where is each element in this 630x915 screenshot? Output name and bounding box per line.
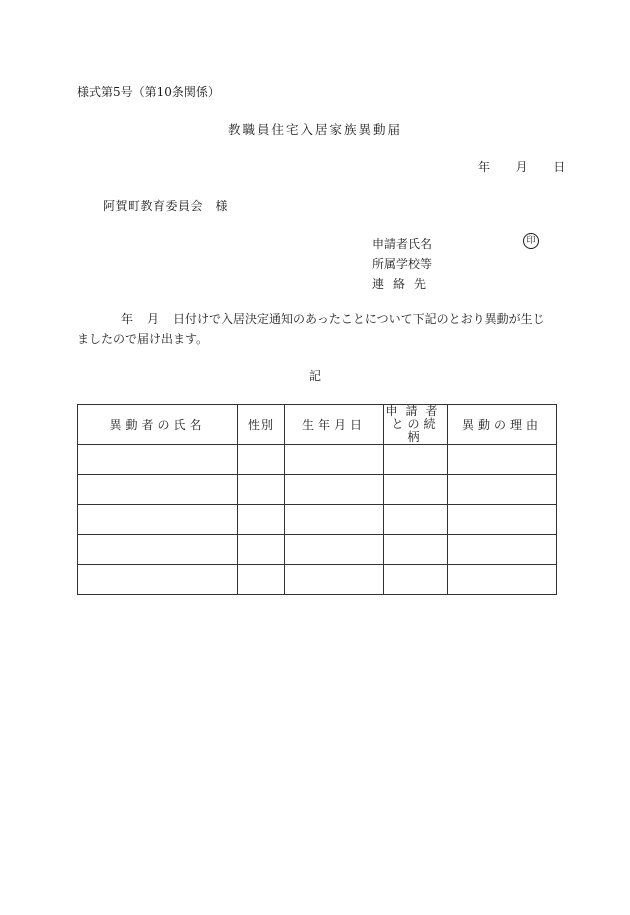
document-title: 教職員住宅入居家族異動届 — [227, 122, 402, 137]
header-birthdate: 生年月日 — [285, 405, 384, 445]
cell-reason[interactable] — [448, 475, 557, 505]
cell-reason[interactable] — [448, 565, 557, 595]
table-row — [78, 475, 557, 505]
applicant-name-row — [372, 234, 432, 254]
seal-mark: 印 — [523, 233, 539, 249]
cell-relation[interactable] — [384, 475, 448, 505]
family-change-table — [77, 404, 557, 595]
cell-name[interactable] — [78, 535, 238, 565]
cell-relation[interactable] — [384, 505, 448, 535]
cell-name[interactable] — [78, 445, 238, 475]
cell-reason[interactable] — [448, 445, 557, 475]
applicant-contact-label: 連絡先 — [372, 277, 436, 291]
applicant-school-row — [372, 254, 432, 274]
header-relation — [384, 405, 448, 445]
cell-reason[interactable] — [448, 535, 557, 565]
cell-birthdate[interactable] — [285, 505, 384, 535]
body-year-label: 年 — [121, 312, 134, 326]
table-row — [78, 505, 557, 535]
header-gender: 性別 — [238, 405, 285, 445]
applicant-school-label: 所属学校等 — [372, 257, 433, 271]
date-day-label: 日 — [553, 160, 566, 174]
cell-birthdate[interactable] — [285, 445, 384, 475]
cell-gender[interactable] — [238, 535, 285, 565]
table-header-row — [78, 405, 557, 445]
header-name: 異動者の氏名 — [78, 405, 238, 445]
cell-birthdate[interactable] — [285, 475, 384, 505]
body-month-label: 月 — [147, 312, 160, 326]
applicant-name-label: 申請者氏名 — [372, 237, 433, 251]
date-year-label: 年 — [478, 160, 491, 174]
cell-reason[interactable] — [448, 505, 557, 535]
header-relation-line2: との続柄 — [391, 417, 440, 444]
cell-gender[interactable] — [238, 565, 285, 595]
date-line — [478, 160, 565, 174]
header-reason: 異動の理由 — [448, 405, 557, 445]
applicant-contact-row — [372, 274, 436, 294]
table-row — [78, 445, 557, 475]
form-number: 様式第5号（第10条関係） — [77, 85, 220, 99]
table-row — [78, 565, 557, 595]
cell-name[interactable] — [78, 505, 238, 535]
cell-gender[interactable] — [238, 475, 285, 505]
addressee: 阿賀町教育委員会 様 — [103, 199, 229, 213]
cell-birthdate[interactable] — [285, 565, 384, 595]
cell-gender[interactable] — [238, 505, 285, 535]
body-text: 日付けで入居決定通知のあったことについて下記のとおり異動が生じましたので届け出ます。 — [77, 312, 545, 346]
cell-gender[interactable] — [238, 445, 285, 475]
cell-relation[interactable] — [384, 565, 448, 595]
date-month-label: 月 — [515, 160, 528, 174]
ki-heading: 記 — [308, 369, 321, 383]
applicant-block — [372, 234, 436, 294]
header-relation-line1: 申請者 — [385, 404, 446, 418]
body-paragraph — [77, 309, 555, 349]
cell-name[interactable] — [78, 475, 238, 505]
table-row — [78, 535, 557, 565]
cell-name[interactable] — [78, 565, 238, 595]
cell-relation[interactable] — [384, 445, 448, 475]
cell-relation[interactable] — [384, 535, 448, 565]
cell-birthdate[interactable] — [285, 535, 384, 565]
